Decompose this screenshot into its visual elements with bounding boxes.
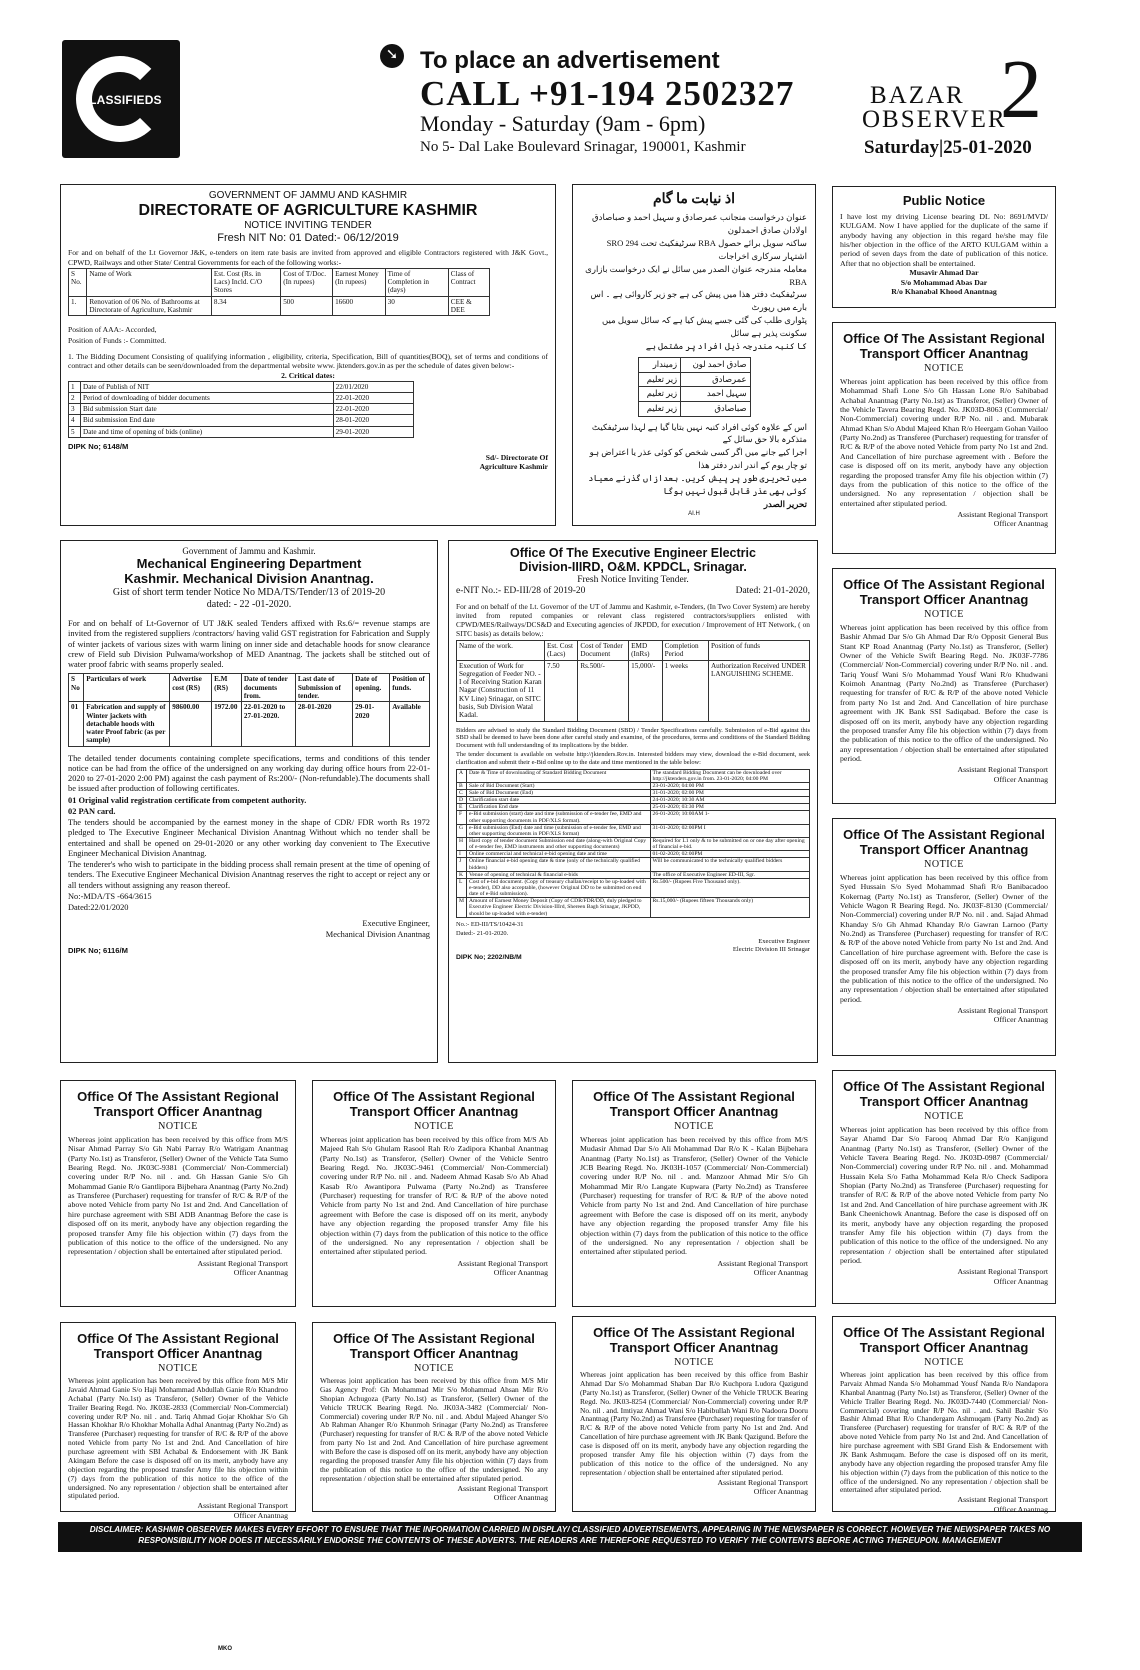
table-cell: Online commercial and technical e-bid opening date and time: [466, 851, 650, 858]
rto-title-2: Transport Officer Anantnag: [93, 1103, 263, 1119]
table-cell: 22-01-2020: [333, 392, 413, 403]
table-header: Earnest Money (In rupees): [333, 268, 386, 296]
mech-govt: Government of Jammu and Kashmir.: [182, 546, 316, 556]
mech-dipk: DIPK No; 6116/M: [68, 945, 128, 955]
table-row: [457, 898, 810, 917]
table-cell: M: [457, 898, 467, 917]
table-row: [638, 387, 750, 402]
rto-sign-1: Assistant Regional Transport: [957, 1005, 1048, 1015]
table-cell: 98600.00: [170, 702, 212, 746]
table-row: [457, 790, 810, 797]
table-row: [69, 381, 414, 392]
logo-text: CLASSIFIEDS: [80, 93, 162, 107]
rto-notice: [572, 1080, 816, 1307]
rto-sign-1: Assistant Regional Transport: [197, 1501, 288, 1511]
public-notice-residence: R/o Khanabal Khood Anantnag: [891, 287, 997, 296]
elec-subtitle: Fresh Notice Inviting Tender.: [577, 574, 689, 585]
mech-cert-1: 01 Original valid registration certificate from competent authority.: [68, 795, 307, 805]
urdu-line: معاملہ مندرجہ عنوان الصدر میں سائل نے ایک درخواست بازاری RBA: [585, 263, 807, 287]
table-cell: I: [457, 851, 467, 858]
rto-title-2: Transport Officer Anantnag: [859, 591, 1029, 607]
urdu-line: کا کنبہ مندرجہ ذیل افراد پر مشتمل ہے: [645, 340, 807, 351]
table-row: [457, 851, 810, 858]
rto-notice-label: NOTICE: [158, 1120, 198, 1132]
rto-sign-1: Assistant Regional Transport: [717, 1477, 808, 1487]
table-cell: 01-02-2020; 02:00PM: [650, 851, 809, 858]
elec-schedule-table: [456, 769, 810, 918]
urdu-line: اجرا کیے جانے میں اگر کسی شخص کو کوئی عذر یا اعتراض ہو تو چار یوم کے اندر اندر دفتر ھذا: [589, 447, 807, 471]
rto-sign-1: Assistant Regional Transport: [457, 1483, 548, 1493]
rto-notice: [60, 1322, 296, 1520]
rto-sign-2: Officer Anantnag: [993, 1276, 1048, 1286]
elec-intro: For and on behalf of the Lt. Governor of the UT of Jammu and Kashmir, e-Tenders, (In Two Cover System) are hereby invited from reputed companies or relevant class registered contractors/suppliers enlisted with CPWD/MES/Railways/DCS&D and Executing agencies of JKPDD, for execution / Improvement of HT Network, ( on SITC basis) as details below,:: [456, 601, 810, 638]
rto-sign-1: Assistant Regional Transport: [457, 1258, 548, 1268]
table-cell: زیر تعلیم: [638, 372, 681, 387]
table-header: Position of funds.: [390, 674, 430, 702]
urdu-line: میں تحریری طور پر پیش کریں۔ بعدازاں گذرنے معیاد کوئی بھی عذر قابل قبول نہیں ہوگا: [588, 473, 807, 496]
table-cell: 24-01-2020; 10:30 AM: [650, 797, 809, 804]
elec-title-1: Office Of The Executive Engineer Electric: [510, 546, 756, 560]
agri-critical-dates-table: [68, 381, 414, 438]
elec-work-table: [456, 640, 810, 722]
rto-notice-label: NOTICE: [674, 1120, 714, 1132]
rto-notice-label: NOTICE: [924, 858, 964, 870]
urdu-line: سرٹیفکیٹ دفتر ھذا میں پیش کی ہے جو زیر کاروائی ہے ۔ اس بارے میں رپورٹ: [590, 289, 807, 313]
table-cell: B: [457, 782, 467, 789]
table-header-row: [457, 641, 810, 661]
table-cell: 22-01-2020: [333, 404, 413, 415]
table-cell: 28-01-2020: [295, 702, 352, 746]
table-row: [457, 797, 810, 804]
rto-title-1: Office Of The Assistant Regional: [843, 577, 1045, 592]
elec-sign-2: Electric Division III Srinagar: [732, 946, 810, 954]
table-cell: 31-01-2020; 02:00PM I: [650, 824, 809, 837]
table-row: [638, 372, 750, 387]
table-cell: Clarification End date: [466, 804, 650, 811]
table-cell: The standard Bidding Document can be downloaded over http://jktenders.gov.in from. 23-01-2020; 04:00 PM: [650, 769, 809, 782]
table-cell: J: [457, 858, 467, 871]
rto-title-1: Office Of The Assistant Regional: [77, 1331, 279, 1346]
urdu-family-table: [638, 357, 751, 417]
rto-sign-1: Assistant Regional Transport: [197, 1258, 288, 1268]
elec-nit: e-NIT No.:- ED-III/28 of 2019-20: [456, 586, 586, 597]
rto-sign-1: Assistant Regional Transport: [957, 1495, 1048, 1505]
table-header: Date of opening.: [353, 674, 390, 702]
elec-dated-2: Dated:- 21-01-2020.: [456, 929, 509, 937]
brand-observer: OBSERVER: [862, 106, 1007, 133]
rto-sign-2: Officer Anantnag: [993, 1015, 1048, 1025]
rto-notice-label: NOTICE: [414, 1120, 454, 1132]
table-header: Cost of T/Doc. (In rupees): [281, 268, 333, 296]
table-row: [457, 804, 810, 811]
table-cell: D: [457, 797, 467, 804]
table-cell: CEE & DEE: [448, 296, 490, 316]
table-cell: The office of Executive Engineer ED-III, Sgr.: [650, 871, 809, 878]
disclaimer-sign: MANAGEMENT: [942, 1535, 1002, 1545]
table-cell: 26-01-2020; 10:00AM 1-: [650, 811, 809, 824]
table-header: Est. Cost (Lacs): [545, 641, 578, 661]
elec-para1: Bidders are advised to study the Standard Bidding Document (SBD) / Tender Specifications carefully. Submission of e-Bid against this SBD shall be deemed to have been done after careful study and examine, of the procedures, terms and conditions of the Standard Bidding Document with full understanding of its implications by the bidder.: [456, 726, 810, 750]
rto-notice-label: NOTICE: [924, 608, 964, 620]
table-cell: Online financial e-bid opening date & time (only of the technically qualified bidders): [466, 858, 650, 871]
table-cell: Period of downloading of bidder documents: [81, 392, 334, 403]
rto-notice: [312, 1080, 556, 1307]
table-row: [457, 824, 810, 837]
rto-sign-1: Assistant Regional Transport: [717, 1258, 808, 1268]
rto-sign-2: Officer Anantnag: [993, 519, 1048, 529]
table-header: S No.: [69, 268, 87, 296]
table-cell: Execution of Work for Segregation of Feeder NO. -I of Receiving Station Karan Nagar (Construction of 11 KV Line) Srinagar, on SITC basis, Sub Division Watal Kadal.: [457, 660, 545, 721]
table-header-row: [69, 268, 490, 296]
elec-sign-1: Executive Engineer: [758, 938, 810, 946]
table-header: Name of Work: [87, 268, 212, 296]
electric-tender-ad: [448, 540, 818, 1063]
mech-para2: The tenders should be accompanied by the earnest money in the shape of CDR/ FDR worth Rs 1972 pledged to The Executive Engineer Mechanical Division Anantnag Without which no tender shall be entertained and shall be opened on 29-01-2020 or any other working day convenient to The Executive Engineer Mechanical Division Anantnag.: [68, 818, 430, 858]
table-cell: 15,000/-: [629, 660, 662, 721]
rto-sign-1: Assistant Regional Transport: [957, 509, 1048, 519]
table-cell: 2: [69, 392, 81, 403]
table-cell: Date and time of opening of bids (online): [81, 426, 334, 437]
table-header-row: [69, 674, 430, 702]
table-cell: 16600: [333, 296, 386, 316]
urdu-line: ساکنہ سویل برائے حصول RBA سرٹیفکیٹ تحت SRO 294: [606, 237, 807, 248]
table-cell: 28-01-2020: [333, 415, 413, 426]
public-notice-name: Musavir Ahmad Dar: [909, 268, 979, 277]
table-header: Particulars of work: [84, 674, 170, 702]
urdu-line: اشتہار سرکاری اخراجات: [718, 250, 807, 261]
table-cell: Venue of opening of technical & financial e-bids: [466, 871, 650, 878]
table-row: [457, 811, 810, 824]
agriculture-tender-ad: [60, 184, 556, 526]
mech-title-1: Mechanical Engineering Department: [136, 555, 362, 571]
elec-title-2: Division-IIIRD, O&M. KPDCL, Srinagar.: [519, 560, 747, 575]
table-cell: صادق احمد لون: [681, 357, 750, 372]
table-cell: 3: [69, 404, 81, 415]
table-cell: Cost of e-bid document. (Copy of treasury challan/receipt to be up-loaded with e-tender), DD also acceptable, (however Original DD to be submitted on end date of e-Bid submission).: [466, 878, 650, 897]
table-row: [69, 426, 414, 437]
urdu-line: عنوان درخواست منجانب عمرصادق و سہیل احمد و صباصادق اولادان صادق احمدلون: [592, 212, 807, 235]
table-cell: 30: [385, 296, 448, 316]
rto-sign-2: Officer Anantnag: [993, 1504, 1048, 1514]
advert-address: No 5- Dal Lake Boulevard Srinagar, 190001, Kashmir: [420, 139, 746, 155]
table-cell: عمرصادق: [681, 372, 750, 387]
agri-subtitle: NOTICE INVITING TENDER: [244, 219, 372, 231]
table-cell: G: [457, 824, 467, 837]
agri-title: DIRECTORATE OF AGRICULTURE KASHMIR: [138, 202, 478, 220]
mech-dated-2: Dated:22/01/2020: [68, 903, 129, 913]
agri-position-funds: Position of Funds :- Committed.: [68, 335, 167, 345]
disclaimer-text: KASHMIR OBSERVER MAKES EVERY EFFORT TO ENSURE THAT THE INFORMATION CARRIED IN DISPLAY/ CLASSIFIED ADVERTISEMENTS, APPEARING IN THE NEWSPAPER IS CORRECT. HOWEVER THE NEWSPAPER TAKES NO RESPONSIBILITY NOR DOES IT NECESSARILY ENDORSE THE CONTENTS OF THESE ADVERTS. THE READERS ARE THEREFORE REQUESTED TO VERIFY THE CONTENTS BEFORE ACTING THEREUPON.: [138, 1525, 1051, 1545]
elec-dated: Dated: 21-01-2020,: [735, 586, 810, 597]
rto-title-2: Transport Officer Anantnag: [93, 1345, 263, 1361]
table-row: [457, 660, 810, 721]
rto-notice-body: Whereas joint application has been received by this office from M/S Nisar Ahmad Parray S/o Gh Nabi Parray R/o Watrigam Anantnag (Party No.1st) as Transferor, (Seller) Owner of the Vehicle Tata Sumo Bearing Regd. No. JK03C-9381 (Commercial/ Non-Commercial) covering under R/P No. nil . and. Gh Hassan Ganie S/o Gh Mohammad Ganie R/o Gantlipora Bijbehara Anantnag (Party No.2nd) as Transferee (Purchaser) requesting for transfer of R/C & R/P of the above noted Vehicle from party No 1st and 2nd. And Cancellation of hire purchase agreement with SBI ADB Anantnag Before the case is disposed off on its merit, anybody have any objection regarding the proposed transfer Amy file his objection within (7) days from the publication of this notice to the office of the undersigned. No any representation / objection shall be entertained after stipulated period.: [68, 1135, 288, 1257]
rto-sign-2: Officer Anantnag: [753, 1486, 808, 1496]
table-cell: 1 weeks: [662, 660, 708, 721]
elec-number: No.:- ED-III/TS/10424-31: [456, 920, 524, 928]
rto-title-2: Transport Officer Anantnag: [609, 1339, 779, 1355]
table-cell: Fabrication and supply of Winter jackets with detachable hoods with water Proof fabric (as per sample): [84, 702, 170, 746]
table-header: Completion Period: [662, 641, 708, 661]
rto-notice: [60, 1080, 296, 1307]
agri-sign-2: Agriculture Kashmir: [479, 462, 548, 472]
table-cell: H: [457, 838, 467, 851]
table-row: [457, 858, 810, 871]
advert-title: To place an advertisement: [420, 47, 720, 74]
rto-notice-body: Whereas joint application has been received by this office from M/S Mudasir Ahmad Dar S/o Ali Mohammad Dar R/o K - Kalan Bijbehara Anantnag (Party No.1st) as Transferor, (Seller) Owner of the Vehicle JCB Bearing Regd. No. JK03H-1057 (Commercial/ Non-Commercial) covering under R/P No. nil . and. Manzoor Ahmad Mir S/o Gh Mohammad Mir R/o Langate Kupwara (Party No.2nd) as Transferee (Purchaser) requesting for transfer of R/C & R/P of the above noted Vehicle from party No 1st and 2nd. And Cancellation of hire purchase agreement with Before the case is disposed off on its merit, anybody have any objection regarding the proposed transfer Amy file his objection within (7) days from the publication of this notice to the office of the undersigned. No any representation / objection shall be entertained after stipulated period.: [580, 1135, 808, 1257]
rto-notice: [832, 568, 1056, 804]
rto-title-1: Office Of The Assistant Regional: [843, 827, 1045, 842]
table-cell: 1972.00: [212, 702, 242, 746]
table-cell: 22/01/2020: [333, 381, 413, 392]
table-cell: L: [457, 878, 467, 897]
table-row: [457, 838, 810, 851]
rto-title-1: Office Of The Assistant Regional: [333, 1089, 535, 1104]
table-cell: Will be communicated to the technically qualified bidders: [650, 858, 809, 871]
rto-notice: [832, 322, 1056, 554]
rto-sign-1: Assistant Regional Transport: [957, 765, 1048, 775]
rto-notice-body: Whereas joint application has been received by this office from Sayar Ahamd Dar S/o Farooq Ahmad Dar R/o Kanjigund Anantnag (Party No.1st) as Transferor, (Seller) Owner of the Vehicle Tavera Bearing Regd. No. JK03D-0987 (Commercial/ Non-Commercial) covering under R/P No. nil . and. Mohammad Hussain Kela S/o Fatha Mohammad Kela R/o Check Sadipora Shopian (Party No.2nd) as Transferee (Purchaser) requesting for transfer of R/C & R/P of the above noted Vehicle from party No 1st and 2nd. And Cancellation of hire purchase agreement with JK Bank Cheenichowk Anantnag. Before the case is disposed off on its merit, anybody have any objection regarding the proposed transfer Amy file his objection within (7) days from the publication of this notice to the office of the undersigned. No any representation / objection shall be entertained after stipulated period.: [840, 1125, 1048, 1265]
issue-date: Saturday|25-01-2020: [864, 137, 1032, 158]
table-cell: 4: [69, 415, 81, 426]
rto-title-2: Transport Officer Anantnag: [859, 1093, 1029, 1109]
elec-dipk: DIPK No; 2202/NB/M: [456, 954, 522, 962]
public-notice-body: I have lost my driving License bearing DL No: 8691/MVD/ KULGAM. Now I have applied for the duplicate of the same if anybody having any objection in this regard he/she may file his/her objection in the office of the ARTO KULGAM within a period of seven days from the date of publication of this notice. After that no objection shall be entertained.: [840, 211, 1048, 268]
rto-notice: [572, 1316, 816, 1512]
table-row: [638, 357, 750, 372]
table-cell: Amount of Earnest Money Deposit (Copy of CDR/FDR/DD, duly pledged to Executive Engineer Electric Division-IIIrd, Shereen Bagh Srinagar, JKPDD, should be up-loaded with e-tender): [466, 898, 650, 917]
table-cell: 22-01-2020 to 27-01-2020.: [241, 702, 295, 746]
urdu-notice-ad: [572, 184, 816, 526]
rto-title-2: Transport Officer Anantnag: [859, 1339, 1029, 1355]
rto-notice-body: Whereas joint application has been received by this office from Parvaiz Ahmad Nanda S/o Mohammad Yousf Nanda R/o Nandapora Khanbal Anantnag (Party No.1st) as Transferor, (Seller) Owner of the Vehicle Traller Bearing Regd. No. JK03D-7440 (Commercial/ Non-Commercial) covering under R/P No. nil . and. Sahil Bashir S/o Bashir Ahmad Bhat R/o Chandergam Ashmuqam (Party No.2nd) as Transferee (Purchaser) requesting for transfer of R/C & R/P of the above noted Vehicle from party No 1st and 2nd. And Cancellation of hire purchase agreement with SBI Grand Eish & Endorsement with JK Bank Ashmuqam. Before the case is disposed off on its merit, anybody have any objection regarding the proposed transfer Amy file his objection within (7) days from the publication of this notice to the office of the undersigned. No any representation / objection shall be entertained after stipulated period.: [840, 1370, 1048, 1495]
agri-position-aaa: Position of AAA:- Accorded,: [68, 325, 157, 335]
table-header: Advertise cost (RS): [170, 674, 212, 702]
table-cell: Sale of Bid Document (Start): [466, 782, 650, 789]
rto-sign-2: Officer Anantnag: [233, 1267, 288, 1277]
urdu-closing: [581, 421, 807, 511]
table-cell: Bid submission End date: [81, 415, 334, 426]
rto-sign-2: Officer Anantnag: [993, 774, 1048, 784]
table-cell: Rs.500/- (Rupees Five Thousand only).: [650, 878, 809, 897]
table-cell: Authorization Received UNDER LANGUISHING SCHEME.: [708, 660, 809, 721]
table-cell: 29-01-2020: [353, 702, 390, 746]
table-header: Class of Contract: [448, 268, 490, 296]
advert-phone: CALL +91-194 2502327: [420, 74, 795, 113]
public-notice-title: Public Notice: [902, 193, 986, 208]
table-header: Date of tender documents from.: [241, 674, 295, 702]
rto-sign-2: Officer Anantnag: [493, 1267, 548, 1277]
table-cell: Required for L1 only & to be submitted on or one day after opening of financial e-bid.: [650, 838, 809, 851]
advert-hours: Monday - Saturday (9am - 6pm): [420, 111, 706, 136]
rto-notice-label: NOTICE: [924, 1110, 964, 1122]
arrow-icon: ➘: [380, 44, 404, 68]
public-notice-father: S/o Mohammad Abas Dar: [900, 277, 988, 287]
table-cell: Renovation of 06 No. of Bathrooms at Directorate of Agriculture, Kashmir: [87, 296, 212, 316]
table-cell: Hard copy of tender document Submission end date (along-with Original Copy of e-tender fee, EMD instruments and other supporting documents): [466, 838, 650, 851]
mech-sign-1: Executive Engineer,: [362, 919, 430, 929]
rto-sign-1: Assistant Regional Transport: [957, 1267, 1048, 1277]
table-cell: 29-01-2020: [333, 426, 413, 437]
rto-title-2: Transport Officer Anantnag: [349, 1345, 519, 1361]
rto-notice: [832, 1316, 1056, 1512]
table-cell: سہیل احمد: [681, 387, 750, 402]
classifieds-logo: [62, 40, 180, 158]
mech-cert-2: 02 PAN card.: [68, 806, 116, 816]
rto-notice-body: Whereas joint application has been received by this office from M/S Ab Majeed Rah S/o Ghulam Rasool Rah R/o Zadipora Khanbal Anantnag (Party No.1st) as Transferor, (Seller) Owner of the Vehicle Sentro Bearing Regd. No. JK03C-9461 (Commercial/ Non-Commercial) covering under R/P No. nil . and. Nadeem Ahmad Kasab S/o Ab Ahad Kasab R/o Awantipora Pulwama (Party No.2nd) as Transferee (Purchaser) requesting for transfer of R/C & R/P of the above noted Vehicle from party No 1st and 2nd. And Cancellation of hire purchase agreement with Before the case is disposed off on its merit, anybody have any objection regarding the proposed transfer Amy file his objection within (7) days from the publication of this notice to the office of the undersigned. No any representation / objection shall be entertained after stipulated period.: [320, 1135, 548, 1257]
disclaimer-bar: [58, 1522, 1082, 1552]
table-header: S No: [69, 674, 84, 702]
rto-notice-body: Whereas joint application has been received by this office from M/S Mir Javaid Ahmad Ganie S/o Haji Mohammad Abdullah Ganie R/o Khandroo Achabal (Party No.1st) as Transferor, (Seller) Owner of the Vehicle Trailer Bearing Regd. No. JK03E-2833 (Commercial/ Non-Commercial) covering under R/P No. nil . and. Tariq Ahmad Gojar Khokhar S/o Gh Hassan Khokhar R/o Khokhar Mohalla Adhal Anantnag (Party No.2nd) as Transferee (Purchaser) requesting for transfer of R/C & R/P of the above noted Vehicle from party No 1st and 2nd. And Cancellation of hire purchase agreement with SBI Achabal & Endorsement with JK Bank Akingam Before the case is disposed off on its merit, anybody have any objection regarding the proposed transfer Amy file his objection within (7) days from the publication of this notice to the office of the undersigned. No any representation / objection shall be entertained after stipulated period.: [68, 1376, 288, 1501]
table-cell: 1: [69, 381, 81, 392]
rto-notice-label: NOTICE: [158, 1362, 198, 1374]
table-cell: 31-01-2020; 02:00 PM: [650, 790, 809, 797]
rto-sign-2: Officer Anantnag: [233, 1510, 288, 1520]
table-cell: Bid submission Start date: [81, 404, 334, 415]
rto-title-1: Office Of The Assistant Regional: [333, 1331, 535, 1346]
table-header: Cost of Tender Document: [578, 641, 629, 661]
rto-title-1: Office Of The Assistant Regional: [77, 1089, 279, 1104]
mech-work-table: [68, 673, 430, 746]
mech-number: No:-MDA/TS -664/3615: [68, 891, 152, 901]
agri-critical-heading: 2. Critical dates:: [281, 371, 335, 381]
agri-intro: For and on behalf of the Lt Governor J&K, e-tenders on item rate basis are invited from approved and eligible Contractors registered with J&K Govt., CPWD, Railways and other State/ Central Governments for each of the following works:-: [68, 248, 548, 267]
urdu-line: پٹواری طلب کی گئی جسے پیش کیا ہے کہ سائل سویل میں سکونت پذیر ہے سائل: [602, 315, 807, 339]
mech-para1: The detailed tender documents containing complete specifications, terms and conditions of this tender notice can be had from the office of the undersigned on any working day during office hours from 22-01-2020 to 27-01-2020 2:00 PM) against the cash payment of Rs:200/- (Non-refundable).The documents shall be issued after production of following certificates.: [68, 753, 430, 794]
page-number: 2: [1000, 43, 1042, 136]
table-cell: e-Bid submission (End) date and time (submission of e-tender fee, EMD and other supporting documents in PDF/XLS format): [466, 824, 650, 837]
rto-notice-body: Whereas joint application has been received by this office from Mohammad Shafi Lone S/o Gh Hassan Lone R/o Sahibabad Achabal Anantnag (Party No.1st) as Transferor, (Seller) Owner of the Vehicle Tavera Bearing Regd. No. JK03D-8063 (Commercial/ Non-Commercial) covering under R/P No. nil . and. Mubarak Ahmad Khan S/o Abdul Majeed Khan R/o Heergam Gohan Vailoo (Party No.2nd) as Transferee (Purchaser) requesting for transfer of R/C & R/P of the above noted Vehicle from party No 1st and 2nd. And Cancellation of hire purchase agreement with . Before the case is disposed off on its merit, anybody have any objection regarding the proposed transfer Amy file his objection within (7) days from the publication of this notice to the office of the undersigned. No any representation / objection shall be entertained after stipulated period.: [840, 377, 1048, 508]
table-cell: F: [457, 811, 467, 824]
agri-sign-1: Sd/- Directorate Of: [485, 453, 548, 463]
table-cell: Available: [390, 702, 430, 746]
table-header: Position of funds: [708, 641, 809, 661]
elec-nit-row: [456, 586, 810, 598]
mech-title-2: Kashmir. Mechanical Division Anantnag.: [124, 570, 374, 586]
table-cell: زمیندار: [638, 357, 681, 372]
agri-work-table: [68, 268, 490, 316]
rto-title-2: Transport Officer Anantnag: [859, 841, 1029, 857]
agri-nit: Fresh NIT No: 01 Dated:- 06/12/2019: [217, 231, 399, 244]
table-header: EMD (InRs): [629, 641, 662, 661]
table-row: [69, 296, 490, 316]
mech-para3: The tenderer's who wish to participate in the bidding process shall remain present at the time of opening of tenders. The Executive Engineer Mechanical Division Anantnag reserves the right to accept or reject any or all tenders without assigning any reason thereof.: [68, 860, 430, 890]
rto-sign-2: Officer Anantnag: [753, 1267, 808, 1277]
table-cell: Rs.15,000/- (Rupees fifteen Thousands only): [650, 898, 809, 917]
rto-notice: [832, 818, 1056, 1056]
rto-notice-label: NOTICE: [924, 1356, 964, 1368]
rto-title-1: Office Of The Assistant Regional: [843, 1079, 1045, 1094]
table-cell: Sale of Bid Document (End): [466, 790, 650, 797]
mech-sign-2: Mechanical Division Anantnag: [325, 929, 430, 939]
mech-gist: Gist of short term tender Notice No MDA/TS/Tender/13 of 2019-20: [112, 586, 386, 598]
rto-notice-body: Whereas joint application has been received by this office from Bashir Ahmad Dar S/o Mohammad Shaban Dar R/o Kuchpora Ludora Qazigund (Party No.1st) as Transferor, (Seller) Owner of the Vehicle TRUCK Bearing Regd. No. JK03-8254 (Commercial/ Non-Commercial) covering under R/P No. nil . and. Imtiyaz Ahmad Wani S/o Habibullah Wani R/o Nadoora Dooru Anantnag (Party No.2nd) as Transferee (Purchaser) requesting for transfer of R/C & R/P of the above noted Vehicle from party No 1st and 2nd. And Cancellation of hire purchase agreement with JK Bank Qazigund. Before the case is disposed off on its merit, anybody have any objection regarding the proposed transfer Amy file his objection within (7) days from the publication of this notice to the office of the undersigned. No any representation / objection shall be entertained after stipulated period.: [580, 1370, 808, 1477]
rto-title-2: Transport Officer Anantnag: [349, 1103, 519, 1119]
table-cell: 01: [69, 702, 84, 746]
agri-govt: GOVERNMENT OF JAMMU AND KASHMIR: [208, 190, 408, 201]
rto-sign-2: Officer Anantnag: [493, 1492, 548, 1502]
table-cell: صباصادق: [681, 401, 750, 416]
rto-notice-label: NOTICE: [924, 362, 964, 374]
table-row: [457, 782, 810, 789]
rto-notice-body: Whereas joint application has been received by this office from Bashir Ahmad Dar S/o Gh Ahmad Dar R/o Opposit General Bus Stant KP Road Anantnag (Party No.1st) as Transferor, (Seller) Owner of the Vehicle Swift Bearing Regd. No. JK03F-7786 (Commercial/ Non-Commercial) covering under R/P No. nil . and. Tariq Yousf Wani S/o Mohammad Yousf Wani R/o Khudwani Koimoh Anantnag (Party No.2nd) as Transferee (Purchaser) requesting for transfer of R/C & R/P of the above noted Vehicle from party No 1st and 2nd. And Cancellation of hire purchase agreement with JK Bank SSI Sadiqabad. Before the case is disposed off on its merit, anybody have any objection regarding the proposed transfer Amy file his objection within (7) days from the publication of this notice to the office of the undersigned. No any representation / objection shall be entertained after stipulated period.: [840, 623, 1048, 763]
table-cell: زیر تعلیم: [638, 387, 681, 402]
table-row: [69, 404, 414, 415]
public-notice-ad: [832, 186, 1056, 308]
rto-notice-label: NOTICE: [414, 1362, 454, 1374]
table-row: [457, 878, 810, 897]
mechanical-tender-ad: [60, 540, 438, 1063]
table-row: [457, 769, 810, 782]
table-row: [69, 392, 414, 403]
table-row: [638, 401, 750, 416]
brand-bazar: BAZAR: [870, 82, 965, 109]
rto-title-2: Transport Officer Anantnag: [859, 345, 1029, 361]
table-row: [69, 702, 430, 746]
rto-notice: [832, 1070, 1056, 1304]
table-cell: C: [457, 790, 467, 797]
rto-title-1: Office Of The Assistant Regional: [593, 1325, 795, 1340]
rto-notice-label: NOTICE: [674, 1356, 714, 1368]
table-cell: 25-01-2020; 03:30 PM: [650, 804, 809, 811]
table-cell: Clarification start date: [466, 797, 650, 804]
table-cell: e-Bid submission (start) date and time (submission of e-tender fee, EMD and other supporting documents in PDF/XLS format).: [466, 811, 650, 824]
rto-title-1: Office Of The Assistant Regional: [593, 1089, 795, 1104]
table-cell: 1.: [69, 296, 87, 316]
table-header: Name of the work.: [457, 641, 545, 661]
table-cell: زیر تعلیم: [638, 401, 681, 416]
table-header: Est. Cost (Rs. in Lacs) Incld. C/O Stores: [211, 268, 280, 296]
agri-para1: 1. The Bidding Document Consisting of qualifying information , eligibility, criteria, Specification, Bill of quantities(BOQ), set of terms and conditions of contract and other details can be seen/downloaded from the departmental website www. jktenders.gov.in as per the schedule of dates given below:-: [68, 351, 548, 371]
rto-notice-body: Whereas joint application has been received by this office from M/S Mir Gas Agency Prof: Gh Mohammad Mir S/o Mohammad Ahsan Mir R/o Shopian Achugoza (Party No.1st) as Transferor, (Seller) Owner of the Vehicle TRUCK Bearing Regd. No. JK03A-3482 (Commercial/ Non-Commercial) covering under R/P No. nil . and. Abdul Majeed Ahanger S/o Ab Rahman Ahanger R/o Khunmoh Srinagar (Party No.2nd) as Transferee (Purchaser) requesting for transfer of R/C & R/P of the above noted Vehicle from party No 1st and 2nd. And Cancellation of hire purchase agreement with Before the case is disposed off on its merit, anybody have any objection regarding the proposed transfer Amy file his objection within (7) days from the publication of this notice to the office of the undersigned. No any representation / objection shall be entertained after stipulated period.: [320, 1376, 548, 1483]
table-cell: 5: [69, 426, 81, 437]
rto-title-1: Office Of The Assistant Regional: [843, 1325, 1045, 1340]
urdu-line: اس کے علاوہ کوئی افراد کنبہ نہیں بتایا گیا ہے لہذا سرٹیفکیٹ متذکرہ بالا حق سائل کے: [591, 421, 807, 445]
table-header: Time of Completion in (days): [385, 268, 448, 296]
rto-notice: [312, 1322, 556, 1512]
mech-intro: For and on behalf of Lt-Governor of UT J&K sealed Tenders affixed with Rs.6/= revenue stamps are invited from the registered suppliers /contractors/ having valid GST registration for Fabrication and Supply of winter jackets of various sizes with warm lining on inner side and detachable hoods for snow clearance crew of Field sub Division Pulwama/workshop of MED Anantnag. The jackets shall be stitched out of water proof fabric with seams properly sealed.: [68, 619, 430, 670]
table-cell: 7.50: [545, 660, 578, 721]
table-cell: 500: [281, 296, 333, 316]
table-cell: Date of Publish of NIT: [81, 381, 334, 392]
table-cell: 8.34: [211, 296, 280, 316]
rto-notice-body: Whereas joint application has been received by this office from Syed Hussain S/o Syed Mohammad Shafi R/o Banibacadoo Kokernag (Party No.1st) as Transferor, (Seller) Owner of the Vehicle Wagon R Bearing Regd. No. JK03F-8130 (Commercial/ Non-Commercial) covering under R/P No. nil . and. Sajad Ahmad Khanday S/o Gh Ahmad Khanday R/o Gawran Larnoo (Party No.2nd) as Transferee (Purchaser) requesting for transfer of R/C & R/P of the above noted Vehicle from party No 1st and 2nd. And Cancellation of hire purchase agreement with. Before the case is disposed off on its merit, anybody have any objection regarding the proposed transfer Amy file his objection within (7) days from the publication of this notice to the office of the undersigned. No any representation / objection shall be entertained after stipulated period.: [840, 873, 1048, 1004]
table-cell: Date & Time of downloading of Standard Bidding Document: [466, 769, 650, 782]
rto-title-2: Transport Officer Anantnag: [609, 1103, 779, 1119]
urdu-title: اذ نیابت ما گام: [652, 192, 736, 207]
table-row: [69, 415, 414, 426]
table-header: E.M (RS): [212, 674, 242, 702]
table-cell: A: [457, 769, 467, 782]
table-cell: 23-01-2020; 04:00 PM: [650, 782, 809, 789]
rto-title-1: Office Of The Assistant Regional: [843, 331, 1045, 346]
agri-dipk: DIPK No; 6148/M: [68, 441, 129, 451]
table-cell: K: [457, 871, 467, 878]
table-row: [457, 871, 810, 878]
elec-para2: The tender document is available on website http://jktenders.Rov.in. Interested bidders may view, download the e-Bid document, seek clarification and submit their e-Bid online up to the date and time mentioned in the table below:: [456, 751, 810, 766]
urdu-line: تحریر الصدر: [763, 498, 807, 509]
mech-dated: dated: - 22 -01-2020.: [206, 599, 292, 611]
table-header: Last date of Submission of tender.: [295, 674, 352, 702]
disclaimer-label: DISCLAIMER:: [89, 1525, 144, 1534]
table-cell: Rs.500/-: [578, 660, 629, 721]
footer-code: MKO: [218, 1646, 232, 1652]
urdu-body: [581, 211, 807, 353]
urdu-tag: AI.H: [688, 510, 700, 517]
table-cell: E: [457, 804, 467, 811]
